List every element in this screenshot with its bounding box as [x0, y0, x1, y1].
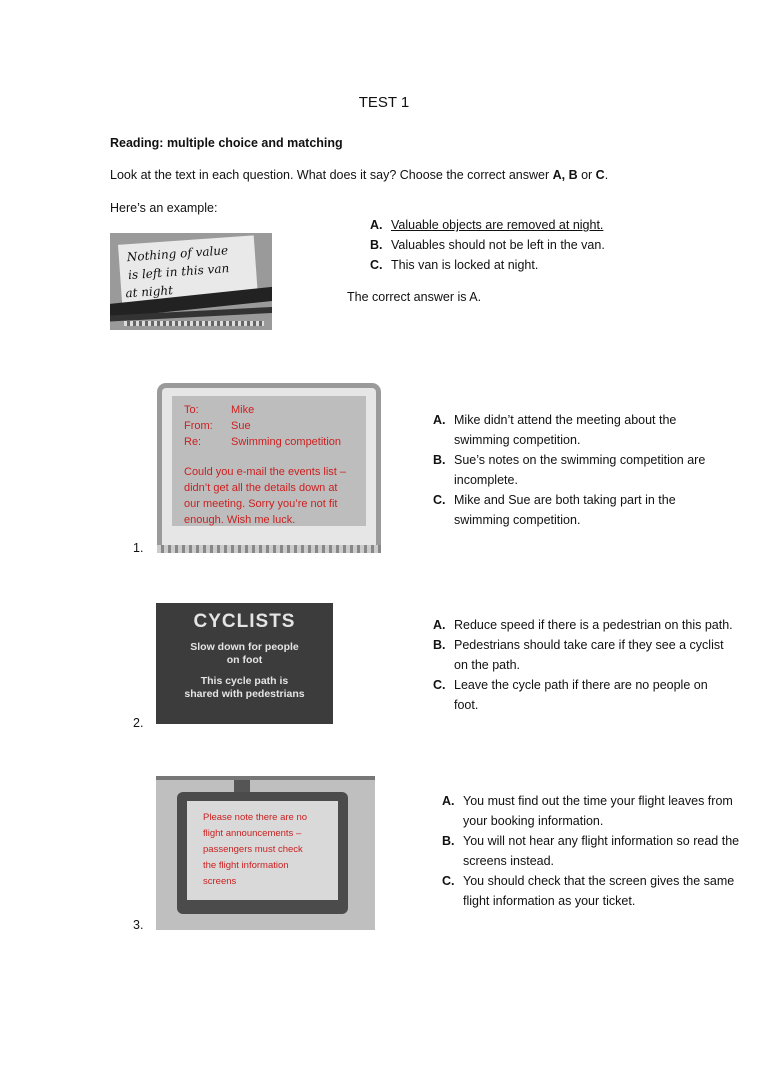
ceiling-bar — [156, 776, 375, 780]
sign-line: on foot — [226, 654, 263, 666]
q2-option-b — [433, 635, 733, 675]
question-number-2: 2. — [133, 716, 144, 730]
sign-line: shared with pedestrians — [184, 688, 305, 700]
memo-re-label: Re: — [184, 436, 202, 448]
q2-option-c — [433, 675, 733, 715]
option-text: This van is locked at night. — [391, 258, 539, 272]
instructions-or: or — [577, 168, 596, 182]
option-text: Sue’s notes on the swimming competition are incomplete. — [454, 453, 706, 487]
option-letter: A. — [442, 794, 455, 808]
instructions-bold-ab: A, B — [552, 168, 578, 182]
memo-body-line: our meeting. Sorry you’re not fit — [184, 498, 338, 510]
sign-line: This cycle path is — [200, 675, 289, 687]
flight-notice — [203, 810, 343, 890]
flight-screen-image — [156, 776, 375, 930]
option-letter: B. — [370, 238, 383, 252]
option-letter: A. — [433, 618, 446, 632]
option-text: You will not hear any flight information so read the screens instead. — [463, 834, 740, 868]
sign-title: CYCLISTS — [193, 611, 296, 632]
option-letter: C. — [433, 678, 446, 692]
question-number-3: 3. — [133, 918, 144, 932]
q3-option-a — [442, 791, 747, 831]
option-text: Leave the cycle path if there are no people on foot. — [454, 678, 708, 712]
option-letter: C. — [442, 874, 455, 888]
option-letter: B. — [433, 453, 446, 467]
q3-option-b — [442, 831, 747, 871]
example-option-b — [370, 235, 670, 255]
option-text: Valuable objects are removed at night. — [391, 218, 604, 232]
example-answer: The correct answer is A. — [347, 290, 482, 304]
memo — [184, 402, 364, 528]
instructions-bold-c: C — [595, 168, 605, 182]
question-3-options — [442, 791, 747, 911]
option-letter: B. — [433, 638, 446, 652]
example-label: Here’s an example: — [110, 201, 218, 215]
memo-re: Swimming competition — [231, 436, 342, 448]
cyclists-sign-image — [156, 603, 333, 724]
memo-body-line: Could you e-mail the events list – — [184, 466, 347, 478]
question-number-1: 1. — [133, 541, 144, 555]
instructions-end: . — [604, 168, 609, 182]
instructions — [110, 168, 608, 182]
example-option-a — [370, 215, 670, 235]
example-sign-line: is left in this van — [127, 261, 230, 283]
laptop-keyboard-edge — [157, 545, 381, 553]
option-text: Valuables should not be left in the van. — [391, 238, 605, 252]
memo-body-line: didn’t get all the details down at — [184, 482, 338, 494]
example-sign-line: Nothing of value — [126, 243, 229, 265]
notice-line: the flight information — [203, 860, 289, 871]
laptop-screen — [172, 396, 366, 526]
screen-mount — [234, 780, 250, 792]
option-text: You should check that the screen gives the same flight information as your ticket. — [463, 874, 735, 908]
q2-option-a — [433, 615, 733, 635]
option-letter: A. — [433, 413, 446, 427]
example-sign-line: at night — [124, 283, 174, 301]
section-heading: Reading: multiple choice and matching — [110, 136, 343, 150]
option-text: Pedestrians should take care if they see a cyclist on the path. — [454, 638, 724, 672]
question-1-options — [433, 410, 733, 530]
example-options — [370, 215, 670, 275]
option-letter: C. — [370, 258, 383, 272]
laptop-memo-image — [157, 383, 381, 551]
instructions-text: Look at the text in each question. What does it say? Choose the correct answer — [110, 168, 553, 182]
option-text: You must find out the time your flight leaves from your booking information. — [463, 794, 733, 828]
sign-text-block — [156, 641, 333, 701]
notice-line: Please note there are no — [203, 812, 308, 823]
notice-line: screens — [203, 876, 237, 887]
option-text: Mike didn’t attend the meeting about the swimming competition. — [454, 413, 677, 447]
example-option-c — [370, 255, 670, 275]
q1-option-c — [433, 490, 733, 530]
memo-body-line: enough. Wish me luck. — [184, 514, 296, 526]
photo-edge — [124, 321, 264, 326]
page-title: TEST 1 — [358, 94, 410, 111]
memo-from: Sue — [231, 420, 251, 432]
notice-line: passengers must check — [203, 844, 303, 855]
memo-to-label: To: — [184, 404, 199, 416]
memo-from-label: From: — [184, 420, 213, 432]
option-text: Reduce speed if there is a pedestrian on this path. — [454, 618, 733, 632]
sign-line: Slow down for people — [190, 641, 299, 653]
option-text: Mike and Sue are both taking part in the swimming competition. — [454, 493, 676, 527]
option-letter: B. — [442, 834, 455, 848]
option-letter: C. — [433, 493, 446, 507]
example-van-sign-photo — [110, 233, 272, 330]
notice-line: flight announcements – — [203, 828, 302, 839]
option-letter: A. — [370, 218, 383, 232]
q1-option-a — [433, 410, 733, 450]
question-2-options — [433, 615, 733, 715]
memo-to: Mike — [231, 404, 255, 416]
q3-option-c — [442, 871, 747, 911]
q1-option-b — [433, 450, 733, 490]
